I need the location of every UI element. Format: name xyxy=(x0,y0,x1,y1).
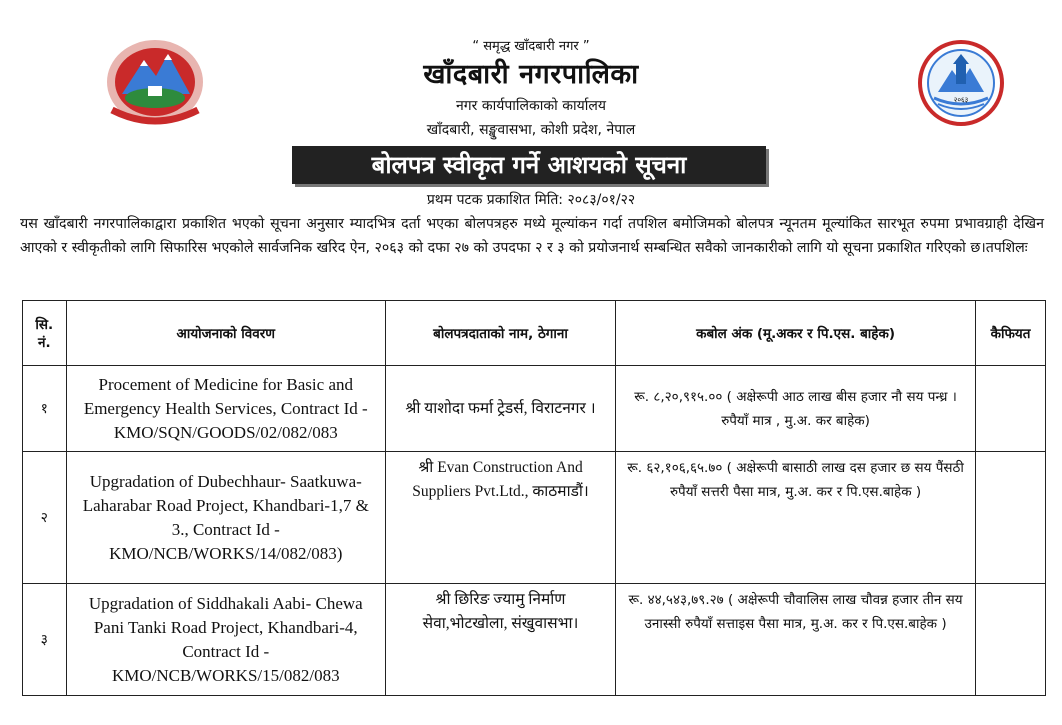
row-amount: रू. ६२,१०६,६५.७० ( अक्षेरूपी बासाठी लाख दस हजार छ सय पैंसठी रुपैयाँ सत्तरी पैसा मात्र, मु.अ. कर र पि.एस.बाहेक ) xyxy=(616,452,976,584)
logo-year: २०६३ xyxy=(953,96,969,104)
table-row xyxy=(23,452,1046,584)
column-header-amount: कबोल अंक (मू.अकर र पि.एस. बाहेक) xyxy=(616,301,976,366)
row-amount: रू. ८,२०,९१५.०० ( अक्षेरूपी आठ लाख बीस हजार नौ सय पन्ध्र । रुपैयाँ मात्र , मु.अ. कर बाहेक) xyxy=(616,366,976,452)
table-row xyxy=(23,366,1046,452)
row-sn: १ xyxy=(23,366,67,452)
table-header-row xyxy=(23,301,1046,366)
row-project: Upgradation of Siddhakali Aabi- Chewa Pani Tanki Road Project, Khandbari-4, Contract Id - KMO/NCB/WORKS/15/082/083 xyxy=(66,584,385,696)
row-remarks xyxy=(976,584,1046,696)
row-project: Upgradation of Dubechhaur- Saatkuwa- Laharabar Road Project, Khandbari-1,7 & 3., Contract Id - KMO/NCB/WORKS/14/082/083) xyxy=(66,452,385,584)
column-header-remarks: कैफियत xyxy=(976,301,1046,366)
row-bidder: श्री याशोदा फर्मा ट्रेडर्स, विराटनगर । xyxy=(385,366,615,452)
row-bidder: श्री छिरिङ ज्यामु निर्माण सेवा,भोटखोला, संखुवासभा। xyxy=(385,584,615,696)
column-header-project: आयोजनाको विवरण xyxy=(66,301,385,366)
row-project: Procement of Medicine for Basic and Emergency Health Services, Contract Id - KMO/SQN/GOODS/02/082/083 xyxy=(66,366,385,452)
row-remarks xyxy=(976,366,1046,452)
notice-title-banner: बोलपत्र स्वीकृत गर्ने आशयको सूचना xyxy=(292,146,766,184)
bid-details-table xyxy=(22,300,1046,696)
row-sn: २ xyxy=(23,452,67,584)
municipality-motto: “ समृद्ध खाँदबारी नगर ” xyxy=(472,39,590,54)
row-remarks xyxy=(976,452,1046,584)
office-address: खाँदबारी, सङ्खुवासभा, कोशी प्रदेश, नेपाल xyxy=(426,122,636,138)
notice-intro-paragraph: यस खाँदबारी नगरपालिकाद्वारा प्रकाशित भएको सूचना अनुसार म्यादभित्र दर्ता भएका बोलपत्रहरु मध्ये मूल्यांकन गर्दा तपशिल बमोजिमको बोलपत्र न्यूनतम मूल्यांकित सारभूत रुपमा प्रभावग्राही देखिन आएको र स्वीकृतीको लागि सिफारिस भएकोले सार्वजनिक खरिद ऐन, २०६३ को दफा २७ को उपदफा २ र ३ को प्रयोजनार्थ सम्बन्धित सवैको जानकारीको लागि यो सूचना प्रकाशित गरिएको छ।तपशिलः xyxy=(20,216,1044,256)
column-header-sn: सि. नं. xyxy=(23,301,67,366)
row-amount: रू. ४४,५४३,७९.२७ ( अक्षेरूपी चौवालिस लाख चौवन्न हजार तीन सय उनास्सी रुपैयाँ सत्ताइस पैसा मात्र, मु.अ. कर र पि.एस.बाहेक ) xyxy=(616,584,976,696)
publication-date: प्रथम पटक प्रकाशित मिति: २०८३/०१/२२ xyxy=(426,192,636,208)
row-bidder: श्री Evan Construction And Suppliers Pvt.Ltd., काठमाडौं। xyxy=(385,452,615,584)
municipality-name: खाँदबारी नगरपालिका xyxy=(423,59,639,90)
table-row xyxy=(23,584,1046,696)
row-sn: ३ xyxy=(23,584,67,696)
column-header-bidder: बोलपत्रदाताको नाम, ठेगाना xyxy=(385,301,615,366)
office-name: नगर कार्यपालिकाको कार्यालय xyxy=(456,98,606,114)
